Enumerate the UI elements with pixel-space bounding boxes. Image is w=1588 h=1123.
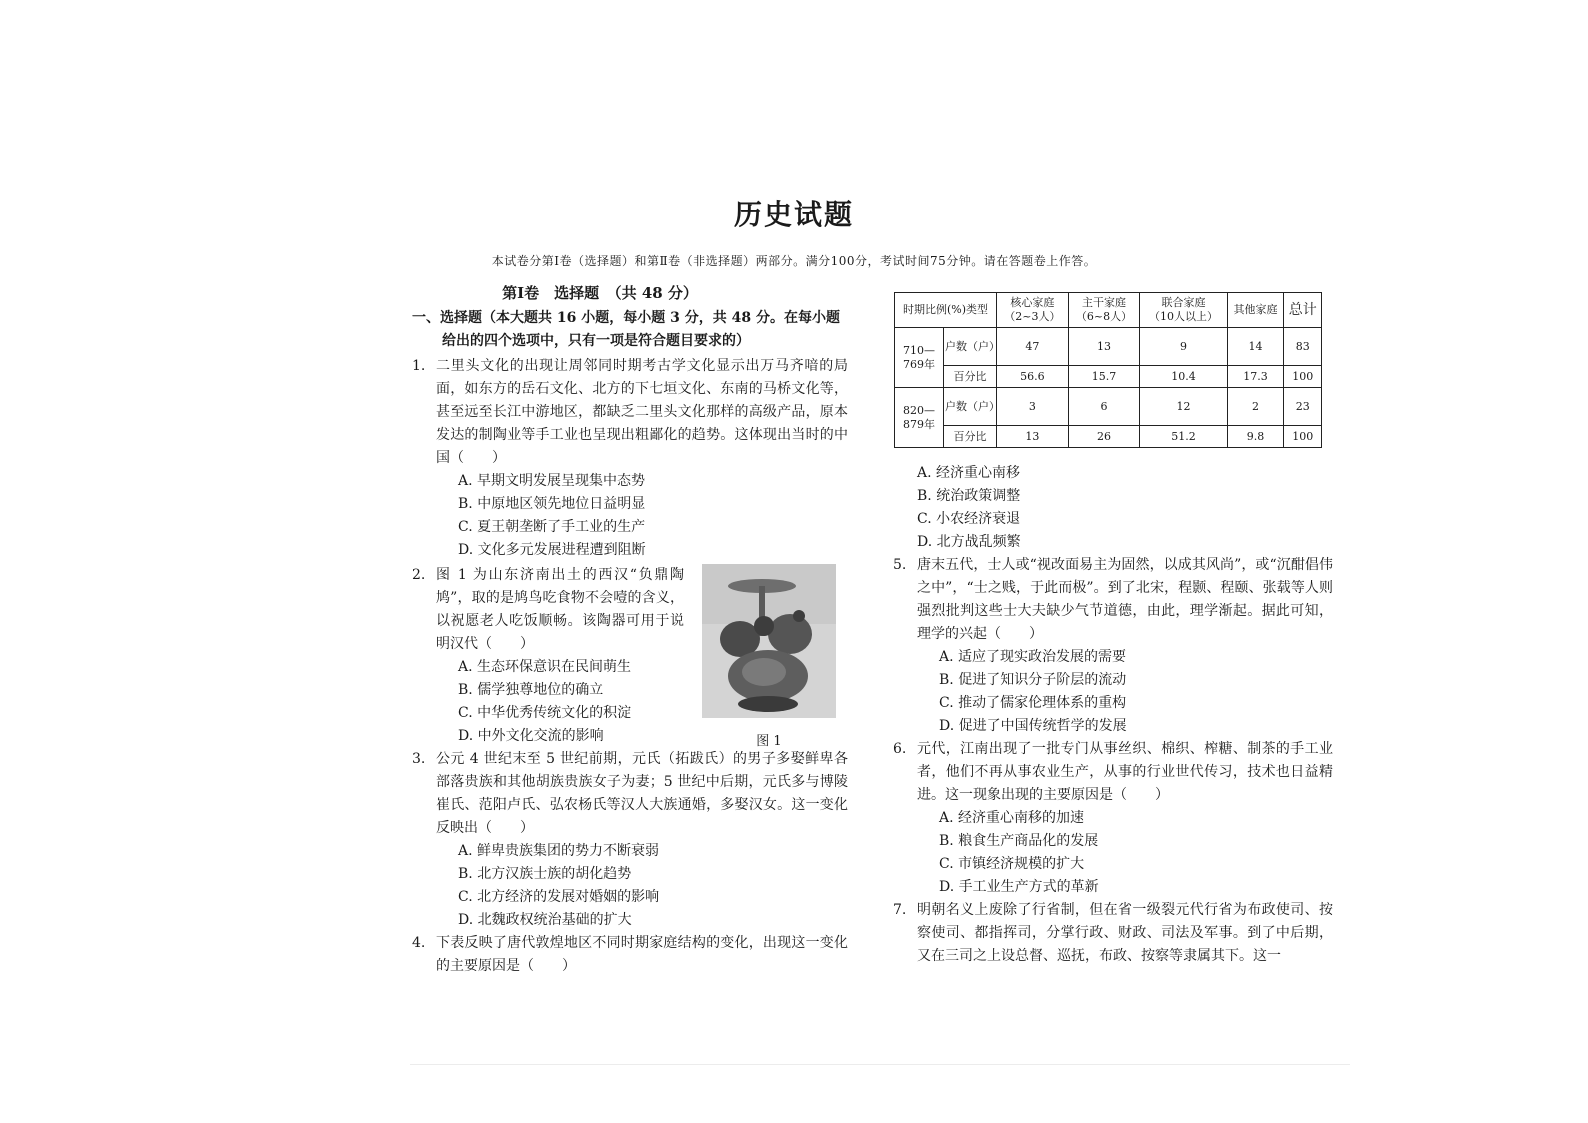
table-cell: 100 (1284, 366, 1322, 388)
question-stem: 图 1 为山东济南出土的西汉“负鼎陶鸠”，取的是鸠鸟吃食物不会噎的含义，以祝愿老人吃饭顺畅。该陶器可用于说明汉代（ ） (436, 567, 684, 652)
option-a: A. 经济重心南移的加速 (939, 810, 1085, 826)
table-row (895, 388, 1322, 426)
question-stem: 元代，江南出现了一批专门从事丝织、棉织、榨糖、制茶的手工业者，他们不再从事农业生产，从事的行业世代传习，技术也日益精进。这一现象出现的主要原因是（ ） (917, 741, 1333, 803)
figure-caption: 图 1 (756, 734, 782, 749)
question-number: 7. (893, 902, 907, 918)
figure-1 (702, 564, 836, 753)
table-row (895, 328, 1322, 366)
question-stem: 公元 4 世纪末至 5 世纪前期，元氏（拓跋氏）的男子多娶鲜卑各部落贵族和其他胡族贵族女子为妻；5 世纪中后期，元氏多与博陵崔氏、范阳卢氏、弘农杨氏等汉人大族通婚，多娶汉女。这一变化反映出（ ） (436, 751, 848, 836)
option-d: D. 中外文化交流的影响 (458, 728, 604, 744)
table-cell: 17.3 (1227, 366, 1284, 388)
question-4-options (895, 462, 1333, 554)
option-c: C. 北方经济的发展对婚姻的影响 (458, 889, 660, 905)
option-c: C. 市镇经济规模的扩大 (939, 856, 1085, 872)
right-column (893, 462, 1333, 968)
section-heading: 第Ⅰ卷 选择题 （共 48 分） (502, 284, 698, 302)
table-row (895, 426, 1322, 448)
left-column (412, 282, 848, 978)
exam-subtitle: 本试卷分第Ⅰ卷（选择题）和第Ⅱ卷（非选择题）两部分。满分100分，考试时间75分钟。请在答题卷上作答。 (491, 254, 1097, 268)
table-cell: 3 (997, 388, 1069, 426)
page-edge-line (410, 1064, 1350, 1065)
question-5 (893, 554, 1333, 738)
option-a: A. 早期文明发展呈现集中态势 (458, 473, 646, 489)
table-cell: 51.2 (1140, 426, 1227, 448)
question-options (917, 807, 1333, 899)
option-a: A. 适应了现实政治发展的需要 (939, 649, 1127, 665)
col-header-stem: 主干家庭 （6~8人） (1068, 293, 1140, 328)
period-label: 820—879年 (895, 388, 944, 448)
option-d: D. 促进了中国传统哲学的发展 (939, 718, 1127, 734)
question-stem: 唐末五代，士人或“视改面易主为固然，以成其风尚”，或“沉酣倡伟之中”，“士之贱，于此而极”。到了北宋，程颢、程颐、张载等人则强烈批判这些士大夫缺少气节道德，由此，理学渐起。据此可知，理学的兴起（ ） (917, 557, 1333, 642)
option-d: D. 文化多元发展进程遭到阻断 (458, 542, 646, 558)
col-header-other: 其他家庭 (1227, 293, 1284, 328)
option-b: B. 北方汉族士族的胡化趋势 (458, 866, 632, 882)
question-1 (412, 355, 848, 562)
option-b: B. 粮食生产商品化的发展 (939, 833, 1099, 849)
period-label: 710—769年 (895, 328, 944, 388)
question-4 (412, 932, 848, 978)
question-6 (893, 738, 1333, 899)
table-cell: 14 (1227, 328, 1284, 366)
question-options (917, 646, 1333, 738)
table-cell: 2 (1227, 388, 1284, 426)
option-a: A. 生态环保意识在民间萌生 (458, 659, 632, 675)
question-number: 3. (412, 751, 426, 767)
table-cell: 23 (1284, 388, 1322, 426)
question-number: 2. (412, 567, 426, 583)
table-cell: 47 (997, 328, 1069, 366)
question-number: 5. (893, 557, 907, 573)
table-cell: 9 (1140, 328, 1227, 366)
table-cell: 56.6 (997, 366, 1069, 388)
question-number: 1. (412, 358, 426, 374)
row-type: 户数（户） (944, 388, 997, 426)
table-cell: 9.8 (1227, 426, 1284, 448)
table-cell: 15.7 (1068, 366, 1140, 388)
question-7 (893, 899, 1333, 968)
section-instruction: 一、选择题（本大题共 16 小题，每小题 3 分，共 48 分。在每小题给出的四个选项中，只有一项是符合题目要求的） (412, 310, 840, 349)
table-cell: 13 (1068, 328, 1140, 366)
option-b: B. 中原地区领先地位日益明显 (458, 496, 646, 512)
row-type: 户数（户） (944, 328, 997, 366)
col-header-total: 总计 (1284, 293, 1322, 328)
table-cell: 26 (1068, 426, 1140, 448)
table-cell: 6 (1068, 388, 1140, 426)
table-cell: 12 (1140, 388, 1227, 426)
option-d: D. 北方战乱频繁 (917, 534, 1021, 550)
col-header-core: 核心家庭 （2~3人） (997, 293, 1069, 328)
option-a: A. 鲜卑贵族集团的势力不断衰弱 (458, 843, 660, 859)
row-type: 百分比 (944, 366, 997, 388)
option-b: B. 促进了知识分子阶层的流动 (939, 672, 1127, 688)
exam-title: 历史试题 (733, 198, 854, 231)
question-options (436, 470, 848, 562)
question-3 (412, 748, 848, 932)
table-row (895, 366, 1322, 388)
question-stem: 下表反映了唐代敦煌地区不同时期家庭结构的变化，出现这一变化的主要原因是（ ） (436, 935, 848, 974)
question-options (436, 840, 848, 932)
table-corner-header: 时期比例(%)类型 (895, 293, 997, 328)
question-2 (412, 564, 848, 748)
option-c: C. 夏王朝垄断了手工业的生产 (458, 519, 646, 535)
family-structure-table (894, 292, 1322, 448)
col-header-joint: 联合家庭 （10人以上） (1140, 293, 1227, 328)
option-c: C. 中华优秀传统文化的积淀 (458, 705, 632, 721)
table-cell: 13 (997, 426, 1069, 448)
question-number: 4. (412, 935, 426, 951)
option-d: D. 手工业生产方式的革新 (939, 879, 1099, 895)
question-number: 6. (893, 741, 907, 757)
table-header-row (895, 293, 1322, 328)
question-stem: 明朝名义上废除了行省制，但在省一级裂元代行省为布政使司、按察使司、都指挥司，分掌行政、财政、司法及军事。到了中后期，又在三司之上设总督、巡抚，布政、按察等隶属其下。这一 (917, 902, 1333, 964)
table-cell: 10.4 (1140, 366, 1227, 388)
option-a: A. 经济重心南移 (917, 465, 1021, 481)
table-cell: 83 (1284, 328, 1322, 366)
option-b: B. 儒学独尊地位的确立 (458, 682, 604, 698)
option-b: B. 统治政策调整 (917, 488, 1021, 504)
question-stem: 二里头文化的出现让周邻同时期考古学文化显示出万马齐喑的局面，如东方的岳石文化、北方的下七垣文化、东南的马桥文化等，甚至远至长江中游地区，都缺乏二里头文化那样的高级产品，原本发达的制陶业等手工业也呈现出粗鄙化的趋势。这体现出当时的中国（ ） (436, 358, 848, 466)
row-type: 百分比 (944, 426, 997, 448)
pottery-photo (702, 564, 836, 718)
table-cell: 100 (1284, 426, 1322, 448)
pottery-illustration (702, 564, 836, 718)
option-c: C. 推动了儒家伦理体系的重构 (939, 695, 1127, 711)
option-c: C. 小农经济衰退 (917, 511, 1021, 527)
option-d: D. 北魏政权统治基础的扩大 (458, 912, 632, 928)
